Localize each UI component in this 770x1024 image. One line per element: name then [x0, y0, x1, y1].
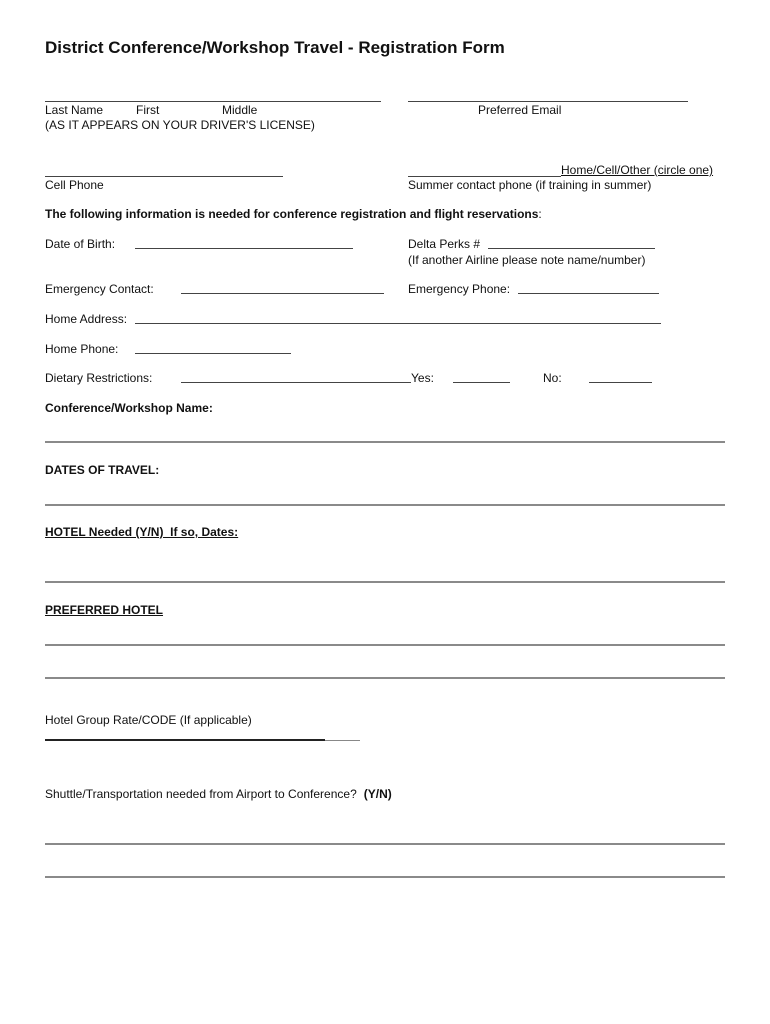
dob-blank[interactable] — [135, 248, 353, 249]
shuttle-question: Shuttle/Transportation needed from Airport to Conference? — [45, 787, 357, 801]
email-blank[interactable] — [408, 101, 688, 102]
dob-label: Date of Birth: — [45, 237, 116, 251]
preferred-email-label: Preferred Email — [478, 103, 562, 117]
info-heading-colon: : — [538, 207, 542, 221]
preferred-hotel-line-1[interactable] — [45, 644, 725, 646]
first-name-label: First — [136, 103, 160, 117]
dates-of-travel-line[interactable] — [45, 504, 725, 506]
airline-note: (If another Airline please note name/number) — [408, 253, 646, 267]
home-phone-label: Home Phone: — [45, 342, 119, 356]
summer-phone-blank[interactable] — [408, 176, 561, 177]
dietary-no-label: No: — [543, 371, 562, 385]
dietary-blank[interactable] — [181, 382, 411, 383]
hotel-rate-blank[interactable] — [45, 739, 325, 741]
emergency-contact-blank[interactable] — [181, 293, 384, 294]
emergency-phone-blank[interactable] — [518, 293, 659, 294]
license-note: (AS IT APPEARS ON YOUR DRIVER'S LICENSE) — [45, 118, 315, 132]
info-heading — [45, 207, 542, 221]
home-phone-blank[interactable] — [135, 353, 291, 354]
form-title: District Conference/Workshop Travel - Registration Form — [45, 38, 505, 57]
summer-phone-label: Summer contact phone (if training in summer) — [408, 178, 652, 192]
phone-type-circle-label: Home/Cell/Other (circle one) — [561, 163, 714, 177]
hotel-needed-line[interactable] — [45, 581, 725, 583]
hotel-rate-blank-tail — [325, 740, 360, 741]
hotel-rate-label: Hotel Group Rate/CODE (If applicable) — [45, 713, 252, 727]
dietary-label: Dietary Restrictions: — [45, 371, 153, 385]
preferred-hotel-label: PREFERRED HOTEL — [45, 603, 164, 617]
dietary-yes-blank[interactable] — [453, 382, 510, 383]
delta-perks-blank[interactable] — [488, 248, 655, 249]
info-heading-text: The following information is needed for conference registration and flight reservations — [45, 207, 539, 221]
dietary-yes-label: Yes: — [411, 371, 434, 385]
full-name-blank[interactable] — [45, 101, 381, 102]
home-address-label: Home Address: — [45, 312, 128, 326]
shuttle-line-2[interactable] — [45, 876, 725, 878]
cell-phone-blank[interactable] — [45, 176, 283, 177]
conference-name-label: Conference/Workshop Name: — [45, 401, 213, 415]
last-name-label: Last Name — [45, 103, 104, 117]
hotel-needed-label: HOTEL Needed (Y/N) If so, Dates: — [45, 525, 239, 539]
emergency-contact-label: Emergency Contact: — [45, 282, 154, 296]
home-address-blank[interactable] — [135, 323, 661, 324]
dates-of-travel-label: DATES OF TRAVEL: — [45, 463, 160, 477]
dietary-no-blank[interactable] — [589, 382, 652, 383]
shuttle-label — [45, 787, 392, 801]
middle-name-label: Middle — [222, 103, 258, 117]
emergency-phone-label: Emergency Phone: — [408, 282, 511, 296]
delta-perks-label: Delta Perks # — [408, 237, 481, 251]
shuttle-yn: (Y/N) — [363, 787, 392, 801]
conference-name-line[interactable] — [45, 441, 725, 443]
shuttle-line-1[interactable] — [45, 843, 725, 845]
preferred-hotel-line-2[interactable] — [45, 677, 725, 679]
cell-phone-label: Cell Phone — [45, 178, 104, 192]
